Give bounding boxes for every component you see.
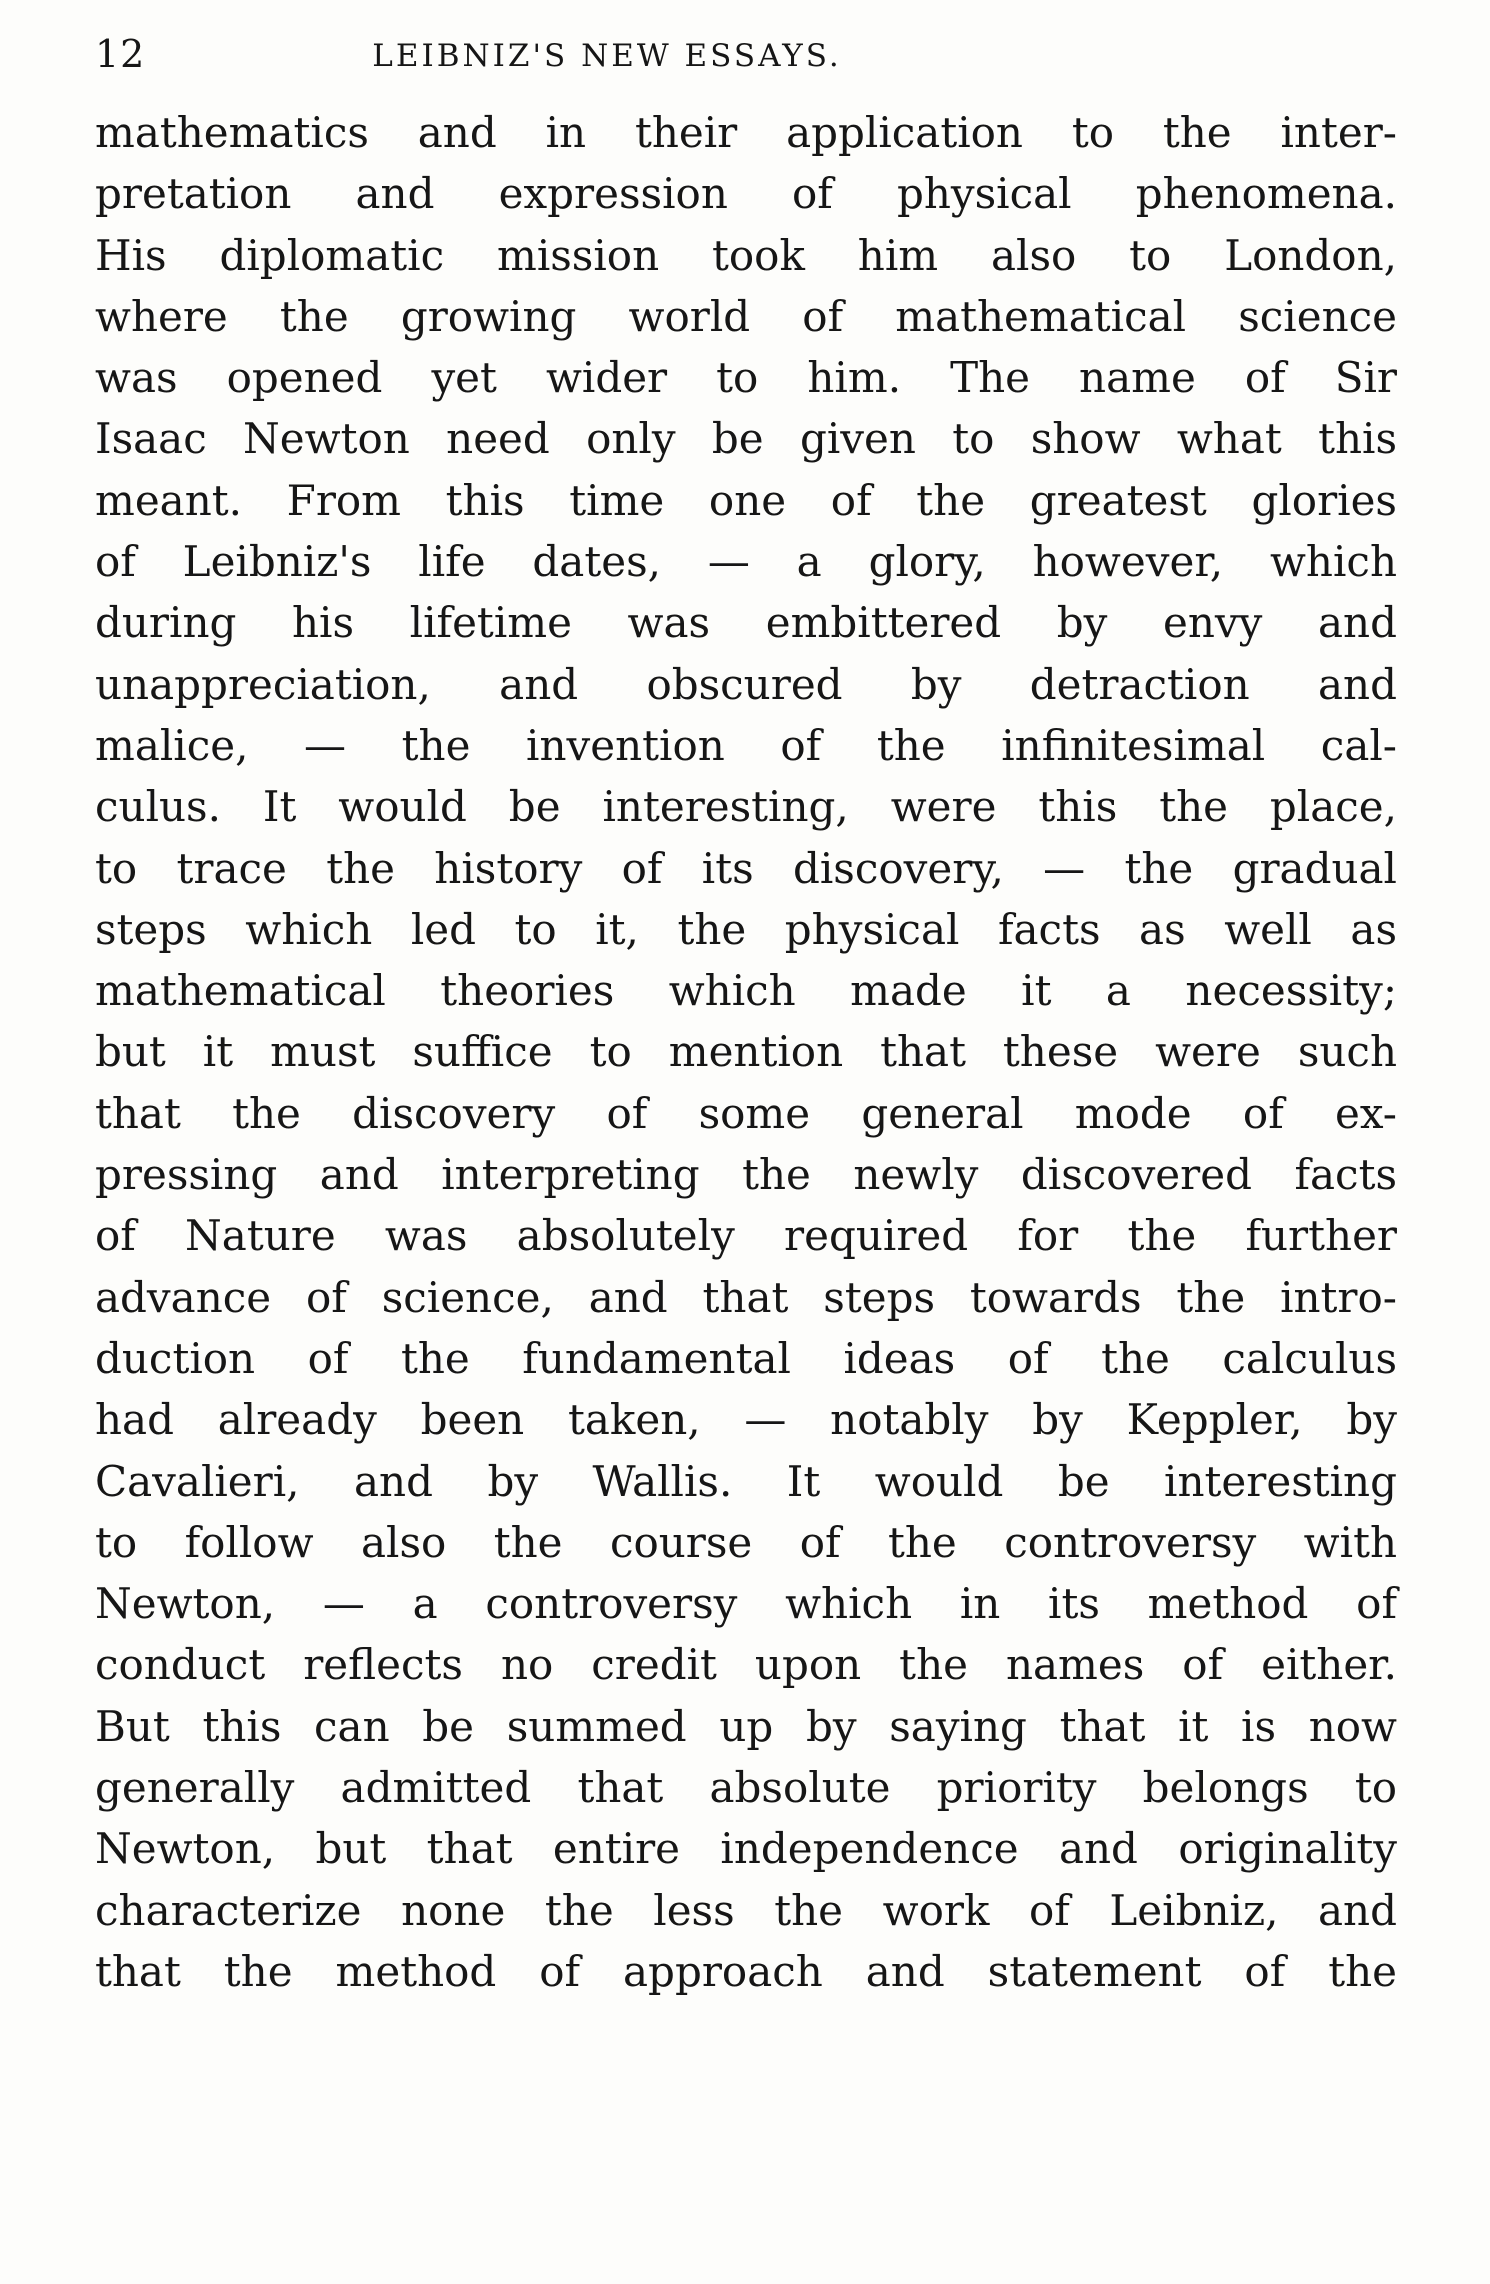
text-line: pressing and interpreting the newly discovered facts bbox=[95, 1150, 1397, 1200]
text-line: steps which led to it, the physical facts as well as bbox=[95, 904, 1397, 954]
text-line: that the method of approach and statement of the bbox=[95, 1946, 1397, 1996]
text-line: pretation and expression of physical phenomena. bbox=[95, 169, 1397, 219]
text-line: But this can be summed up by saying that it is now bbox=[95, 1701, 1397, 1751]
page-header bbox=[95, 30, 1395, 86]
text-line: to trace the history of its discovery, — the gradual bbox=[95, 843, 1397, 893]
text-line: where the growing world of mathematical science bbox=[95, 291, 1397, 341]
text-line: of Leibniz's life dates, — a glory, however, which bbox=[95, 537, 1397, 587]
running-header: LEIBNIZ'S NEW ESSAYS. bbox=[372, 38, 842, 74]
text-line: had already been taken, — notably by Keppler, by bbox=[95, 1395, 1397, 1445]
text-line: Newton, — a controversy which in its method of bbox=[95, 1579, 1397, 1629]
text-line: generally admitted that absolute priority belongs to bbox=[95, 1763, 1397, 1813]
body-text bbox=[95, 102, 1397, 2002]
text-line: malice, — the invention of the infinitesimal cal- bbox=[95, 720, 1397, 770]
text-line: culus. It would be interesting, were this the place, bbox=[95, 782, 1397, 832]
text-line: meant. From this time one of the greatest glories bbox=[95, 475, 1397, 525]
page-number: 12 bbox=[95, 32, 146, 76]
text-line: to follow also the course of the controversy with bbox=[95, 1517, 1397, 1567]
text-line: characterize none the less the work of Leibniz, and bbox=[95, 1885, 1397, 1935]
text-line: Newton, but that entire independence and originality bbox=[95, 1824, 1397, 1874]
text-line: was opened yet wider to him. The name of Sir bbox=[95, 353, 1397, 403]
text-line: mathematical theories which made it a necessity; bbox=[95, 966, 1397, 1016]
text-line: but it must suffice to mention that these were such bbox=[95, 1027, 1397, 1077]
text-line: advance of science, and that steps towards the intro- bbox=[95, 1272, 1397, 1322]
text-line: Isaac Newton need only be given to show what this bbox=[95, 414, 1397, 464]
text-line: duction of the fundamental ideas of the calculus bbox=[95, 1333, 1397, 1383]
text-line: mathematics and in their application to the inter- bbox=[95, 108, 1397, 157]
text-line: conduct reflects no credit upon the names of either. bbox=[95, 1640, 1397, 1690]
text-line: during his lifetime was embittered by envy and bbox=[95, 598, 1397, 648]
text-line: Cavalieri, and by Wallis. It would be interesting bbox=[95, 1456, 1397, 1506]
text-line: unappreciation, and obscured by detraction and bbox=[95, 659, 1397, 709]
text-line: His diplomatic mission took him also to London, bbox=[95, 230, 1397, 280]
text-line: of Nature was absolutely required for the further bbox=[95, 1211, 1397, 1261]
text-line: that the discovery of some general mode of ex- bbox=[95, 1088, 1397, 1138]
